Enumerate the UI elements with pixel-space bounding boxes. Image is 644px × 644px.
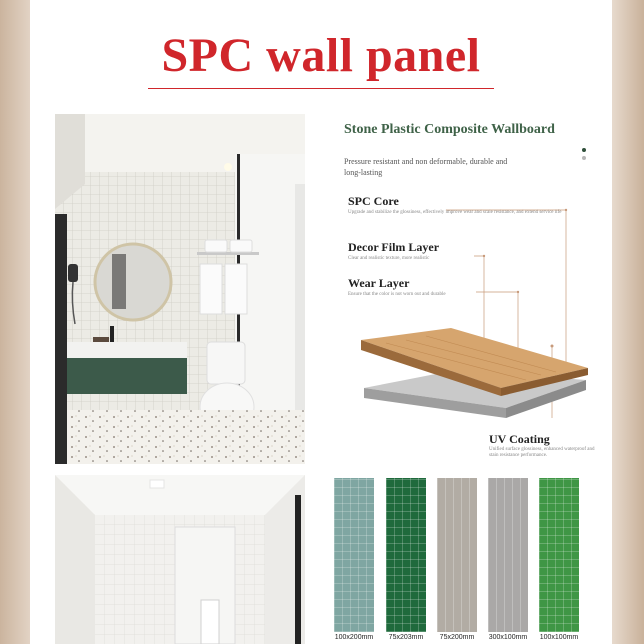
layer-label-decor: Decor Film Layer (348, 240, 440, 254)
swatch-tile (386, 478, 426, 632)
layer-desc-uv: Unified surface glossiness, enhanced waterproof and stain resistance performance. (489, 447, 595, 458)
layer-label-wear: Wear Layer (348, 276, 410, 290)
swatch-tile (488, 478, 528, 632)
layer-desc-decor: Clear and realistic texture, more realistic (348, 256, 430, 261)
swatch-label: 100x200mm (334, 634, 374, 641)
page-title: SPC wall panel (161, 29, 481, 82)
diagram-subheading: Pressure resistant and non deformable, durable and long-lasting (344, 157, 508, 177)
swatch-tile (334, 478, 374, 632)
layer-stack-svg (326, 118, 596, 463)
layer-label-uv: UV Coating (489, 432, 550, 446)
swatch-label: 300x100mm (488, 634, 528, 641)
background-frame-left (0, 0, 30, 644)
bathroom-photo-bottom (55, 475, 305, 644)
color-swatches (332, 478, 582, 644)
bathroom-illustration-2 (55, 475, 305, 644)
diagram-heading: Stone Plastic Composite Wallboard (344, 122, 555, 137)
brochure-sheet (30, 0, 612, 644)
layer-label-core: SPC Core (348, 194, 399, 208)
swatch-label: 100x100mm (539, 634, 579, 641)
layer-desc-core: Upgrade and stabilize the glossiness, effectively improve wear and scale resistance, and extend service life (348, 210, 562, 215)
layer-structure-diagram (326, 118, 596, 463)
layer-desc-wear: Ensure that the color is not worn out and durable (348, 292, 446, 297)
title-underline (148, 88, 494, 89)
bathroom-photo-top (55, 114, 305, 464)
background-frame-right (612, 0, 644, 644)
swatch-label: 75x203mm (388, 634, 424, 641)
swatch-tile (539, 478, 579, 632)
swatch-tile (437, 478, 477, 632)
swatch-label: 75x200mm (439, 634, 475, 641)
bathroom-illustration (55, 114, 305, 464)
